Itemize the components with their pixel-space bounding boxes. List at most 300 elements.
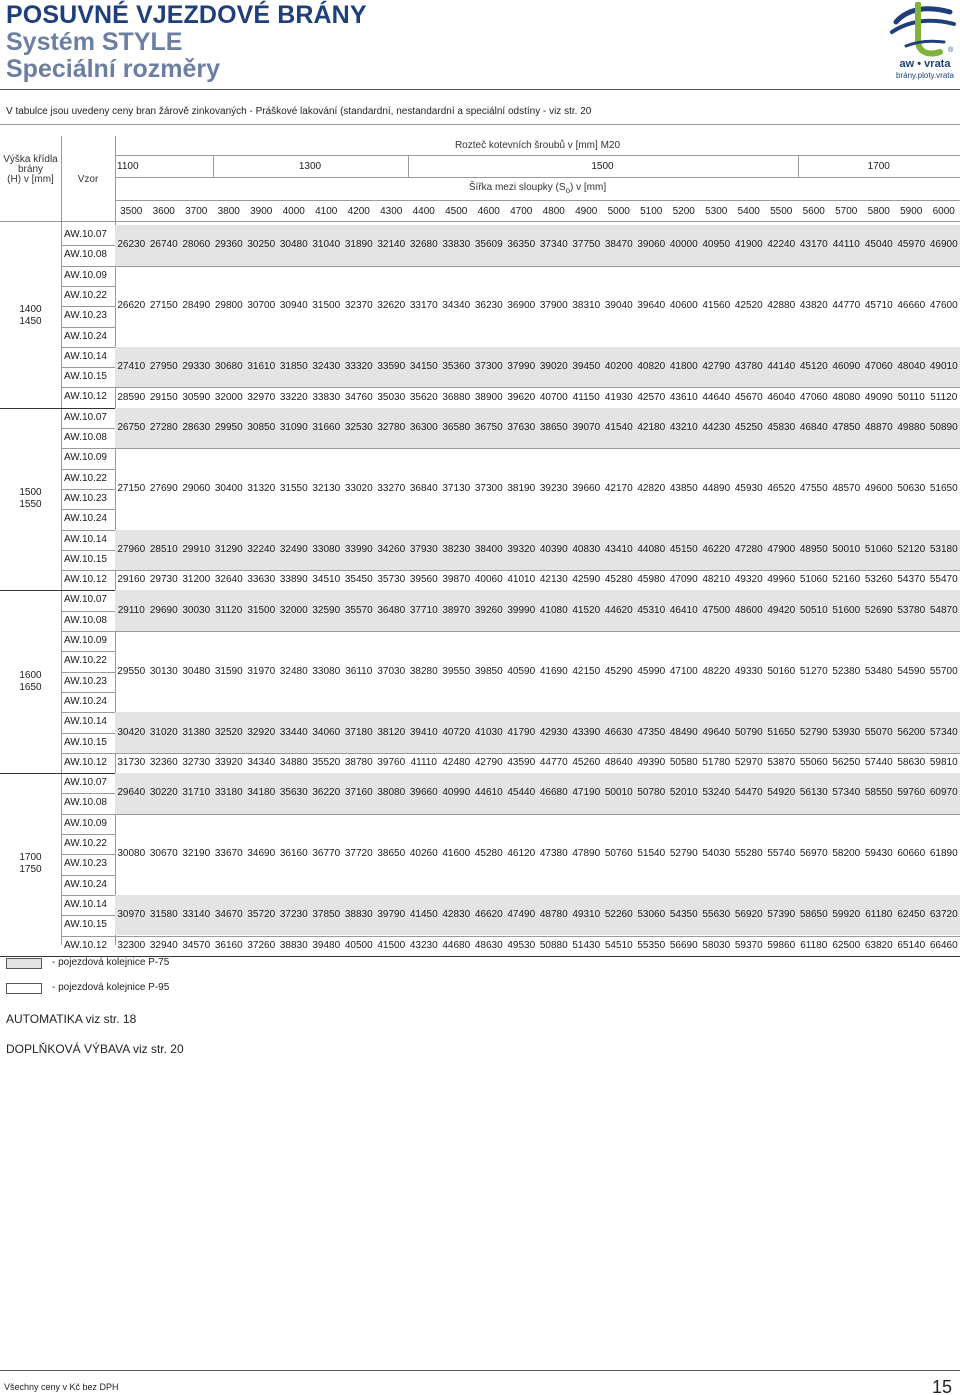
price-cell: 35630	[279, 787, 308, 799]
price-cell: 44890	[702, 482, 731, 494]
price-cell: 29910	[182, 543, 211, 555]
price-cell: 41500	[377, 939, 406, 951]
price-cell: 38310	[572, 300, 601, 312]
price-cell: 49320	[734, 574, 763, 586]
price-cell: 49420	[767, 604, 796, 616]
price-cell: 59920	[832, 909, 861, 921]
price-cell: 30030	[182, 604, 211, 616]
price-cell: 35620	[409, 391, 438, 403]
price-cell: 55070	[864, 726, 893, 738]
price-cell: 32300	[117, 939, 146, 951]
height-column-header-line: Výška křídla	[3, 154, 58, 165]
price-cell: 46090	[832, 361, 861, 373]
price-cell: 51650	[767, 726, 796, 738]
price-cell: 38830	[279, 939, 308, 951]
price-cell: 29360	[214, 239, 243, 251]
model-code: AW.10.07	[64, 229, 107, 240]
price-cell: 51270	[799, 665, 828, 677]
height-value-line: 1600	[19, 669, 42, 681]
price-cell: 37990	[507, 361, 536, 373]
price-cell: 51600	[832, 604, 861, 616]
price-cell: 37300	[474, 482, 503, 494]
price-cell: 30400	[214, 482, 243, 494]
price-cell: 29690	[149, 604, 178, 616]
price-cell: 46840	[799, 422, 828, 433]
legend-label: - pojezdová kolejnice P-95	[52, 982, 170, 993]
price-cell: 31040	[312, 239, 341, 251]
price-cell: 37850	[312, 909, 341, 921]
price-cell: 38080	[377, 787, 406, 799]
price-cell: 27690	[149, 482, 178, 494]
height-value-line: 1650	[19, 681, 42, 693]
price-cell: 54030	[702, 848, 731, 860]
price-cell: 51650	[929, 482, 958, 494]
width-value: 5300	[705, 206, 728, 217]
price-cell: 31200	[182, 574, 211, 586]
price-cell: 39660	[409, 787, 438, 799]
price-cell: 50160	[767, 665, 796, 677]
price-cell: 51060	[799, 574, 828, 586]
price-cell: 33170	[409, 300, 438, 312]
price-cell: 31320	[247, 482, 276, 494]
model-divider	[61, 469, 115, 470]
price-cell: 39990	[507, 604, 536, 616]
price-cell: 31610	[247, 361, 276, 373]
price-cell: 41790	[507, 726, 536, 738]
price-cell: 51060	[864, 543, 893, 555]
price-cell: 37930	[409, 543, 438, 555]
price-cell: 43590	[507, 756, 536, 768]
width-value: 4600	[477, 206, 500, 217]
price-cell: 41560	[702, 300, 731, 312]
price-cell: 42180	[637, 422, 666, 433]
width-value: 6000	[932, 206, 955, 217]
price-cell: 29730	[149, 574, 178, 586]
price-cell: 65140	[897, 939, 926, 951]
price-cell: 35450	[344, 574, 373, 586]
price-cell: 58030	[702, 939, 731, 951]
price-cell: 47190	[572, 787, 601, 799]
price-cell: 40950	[702, 239, 731, 251]
price-cell: 33320	[344, 361, 373, 373]
price-cell: 49600	[864, 482, 893, 494]
price-cell: 33180	[214, 787, 243, 799]
price-cell: 56690	[669, 939, 698, 951]
model-code: AW.10.09	[64, 269, 107, 281]
price-cell: 66460	[929, 939, 958, 951]
price-cell: 38650	[539, 422, 568, 433]
width-value: 5200	[672, 206, 695, 217]
price-cell: 34690	[247, 848, 276, 860]
price-cell: 48950	[799, 543, 828, 555]
price-cell: 30700	[247, 300, 276, 312]
price-cell: 55060	[799, 756, 828, 768]
price-cell: 45280	[474, 848, 503, 860]
intro-text: V tabulce jsou uvedeny ceny bran žárově zinkovaných - Práškové lakování (standardní, nestandardní a speciální odstíny - viz str. 20	[6, 106, 592, 117]
price-cell: 32530	[344, 422, 373, 433]
model-code: AW.10.22	[64, 289, 107, 301]
price-cell: 31120	[215, 604, 243, 616]
price-cell: 38120	[377, 726, 406, 738]
automatika-note: AUTOMATIKA viz str. 18	[6, 1012, 137, 1026]
price-cell: 30670	[149, 848, 178, 860]
price-cell: 57390	[767, 909, 796, 921]
footer-divider	[0, 1370, 960, 1371]
price-cell: 31660	[312, 422, 341, 433]
price-cell: 41110	[410, 756, 437, 768]
model-divider	[61, 854, 115, 855]
price-cell: 33270	[377, 482, 406, 494]
price-cell: 33630	[247, 574, 276, 586]
model-code: AW.10.23	[64, 675, 107, 687]
model-code: AW.10.14	[64, 350, 107, 362]
price-cell: 45280	[604, 574, 633, 586]
price-cell: 32370	[344, 300, 373, 312]
price-cell: 40000	[669, 239, 698, 251]
height-value-line: 1500	[19, 487, 42, 499]
header-rule	[0, 221, 960, 222]
price-cell: 31500	[247, 604, 276, 616]
price-cell: 50790	[734, 726, 763, 738]
model-code: AW.10.14	[64, 533, 107, 545]
price-cell: 58550	[864, 787, 893, 799]
price-cell: 57440	[864, 756, 893, 768]
group-divider	[61, 448, 960, 449]
price-cell: 46680	[539, 787, 568, 799]
price-cell: 31020	[149, 726, 178, 738]
price-cell: 31290	[214, 543, 243, 555]
price-cell: 57340	[832, 787, 861, 799]
price-cell: 55470	[929, 574, 958, 586]
model-code: AW.10.07	[64, 594, 107, 606]
model-code: AW.10.08	[64, 432, 107, 443]
group-divider	[61, 936, 960, 937]
height-value-line: 1550	[19, 499, 42, 511]
width-value: 4500	[445, 206, 468, 217]
price-cell: 51430	[572, 939, 601, 951]
model-divider	[61, 550, 115, 551]
price-cell: 50630	[897, 482, 926, 494]
price-cell: 36160	[214, 939, 243, 951]
width-value: 3600	[152, 206, 175, 217]
price-cell: 43850	[669, 482, 698, 494]
price-cell: 49330	[734, 665, 763, 677]
price-cell: 44770	[539, 756, 568, 768]
price-cell: 37180	[344, 726, 373, 738]
price-cell: 45970	[897, 239, 926, 251]
price-cell: 31580	[149, 909, 178, 921]
price-cell: 61180	[800, 939, 828, 951]
price-cell: 40990	[442, 787, 471, 799]
price-cell: 36840	[409, 482, 438, 494]
price-cell: 43170	[799, 239, 828, 251]
model-divider	[61, 428, 115, 429]
price-cell: 26750	[117, 422, 146, 433]
price-cell: 43780	[734, 361, 763, 373]
price-cell: 54870	[929, 604, 958, 616]
price-cell: 38780	[344, 756, 373, 768]
price-cell: 32680	[409, 239, 438, 251]
price-cell: 37340	[539, 239, 568, 251]
header-rule	[115, 200, 960, 201]
price-cell: 36580	[442, 422, 471, 433]
price-cell: 32190	[182, 848, 211, 860]
price-cell: 48210	[702, 574, 731, 586]
model-code: AW.10.22	[64, 838, 107, 849]
price-cell: 33890	[279, 574, 308, 586]
model-divider	[61, 509, 115, 510]
price-cell: 33830	[312, 391, 341, 403]
price-cell: 55280	[734, 848, 763, 860]
width-header-text: Šířka mezi sloupky (S	[468, 182, 566, 193]
price-cell: 44140	[767, 361, 796, 373]
logo-tagline: brány.ploty.vrata	[896, 71, 954, 80]
height-column-header	[0, 155, 61, 185]
bolt-spacing-value: 1500	[591, 161, 614, 172]
price-cell: 30940	[279, 300, 308, 312]
price-cell: 39850	[474, 665, 503, 677]
width-header-unit: ) v [mm]	[570, 182, 607, 193]
price-cell: 44110	[832, 239, 860, 251]
price-cell: 31550	[279, 482, 308, 494]
price-cell: 47380	[539, 848, 568, 860]
price-cell: 39620	[507, 391, 536, 403]
price-cell: 32920	[247, 726, 276, 738]
price-cell: 48640	[604, 756, 633, 768]
price-cell: 36880	[442, 391, 471, 403]
price-cell: 53480	[864, 665, 893, 677]
price-cell: 30970	[117, 909, 146, 921]
width-value: 4000	[282, 206, 305, 217]
price-cell: 45310	[637, 604, 666, 616]
model-code: AW.10.08	[64, 614, 107, 626]
price-cell: 54470	[734, 787, 763, 799]
price-cell: 35730	[377, 574, 406, 586]
price-cell: 60970	[929, 787, 958, 799]
price-cell: 39790	[377, 909, 406, 921]
price-cell: 35570	[344, 604, 373, 616]
price-cell: 46220	[702, 543, 731, 555]
price-cell: 29160	[117, 574, 146, 586]
model-code: AW.10.08	[64, 797, 107, 809]
model-divider	[61, 793, 115, 794]
price-cell: 38970	[442, 604, 471, 616]
price-cell: 39070	[572, 422, 601, 433]
price-cell: 36110	[345, 665, 373, 677]
price-cell: 42570	[637, 391, 666, 403]
price-cell: 32590	[312, 604, 341, 616]
price-cell: 50580	[669, 756, 698, 768]
price-cell: 39060	[637, 239, 666, 251]
price-cell: 42480	[442, 756, 471, 768]
model-code: AW.10.24	[64, 695, 107, 707]
price-cell: 26620	[117, 300, 146, 312]
price-cell: 41080	[539, 604, 568, 616]
price-cell: 56970	[799, 848, 828, 860]
price-cell: 34180	[247, 787, 276, 799]
price-cell: 45710	[864, 300, 893, 312]
model-divider	[61, 327, 115, 328]
price-cell: 59370	[734, 939, 763, 951]
price-cell: 47550	[799, 482, 828, 494]
price-cell: 39410	[409, 726, 438, 738]
price-cell: 39550	[442, 665, 471, 677]
price-cell: 63720	[929, 909, 958, 921]
price-cell: 31500	[312, 300, 341, 312]
price-cell: 48780	[539, 909, 568, 921]
model-code: AW.10.12	[64, 574, 107, 586]
price-cell: 49880	[897, 422, 926, 433]
price-cell: 27150	[149, 300, 178, 312]
model-code: AW.10.14	[64, 898, 107, 910]
price-cell: 33020	[344, 482, 373, 494]
price-cell: 40720	[442, 726, 471, 738]
price-cell: 55740	[767, 848, 796, 860]
price-cell: 39450	[572, 361, 601, 373]
model-code: AW.10.12	[64, 939, 107, 951]
height-value-line: 1400	[19, 304, 42, 316]
page-subtitle-2: Speciální rozměry	[6, 55, 220, 83]
price-cell: 26230	[117, 239, 146, 251]
price-cell: 27150	[117, 482, 146, 494]
price-cell: 45440	[507, 787, 536, 799]
price-cell: 52790	[669, 848, 698, 860]
price-cell: 61890	[929, 848, 958, 860]
price-cell: 48870	[864, 422, 893, 433]
bolt-spacing-value: 1100	[117, 161, 139, 172]
price-cell: 33080	[312, 665, 341, 677]
price-cell: 49390	[637, 756, 666, 768]
price-cell: 45120	[799, 361, 828, 373]
price-cell: 48080	[832, 391, 861, 403]
height-value-line: 1750	[19, 864, 42, 876]
price-cell: 29640	[117, 787, 146, 799]
price-cell: 52790	[799, 726, 828, 738]
model-code: AW.10.15	[64, 736, 107, 748]
price-cell: 53060	[637, 909, 666, 921]
group-divider	[61, 387, 960, 388]
column-divider	[61, 136, 62, 945]
accessories-note: DOPLŇKOVÁ VÝBAVA viz str. 20	[6, 1042, 184, 1056]
width-value: 3500	[120, 206, 143, 217]
price-cell: 45670	[734, 391, 763, 403]
price-cell: 53870	[767, 756, 796, 768]
model-divider	[61, 286, 115, 287]
price-cell: 33830	[442, 239, 471, 251]
price-cell: 34880	[279, 756, 308, 768]
model-divider	[61, 672, 115, 673]
height-value-line: 1700	[19, 852, 42, 864]
price-cell: 38900	[474, 391, 503, 403]
price-cell: 32780	[377, 422, 406, 433]
price-cell: 47090	[669, 574, 698, 586]
height-value	[0, 670, 61, 694]
price-cell: 37720	[344, 848, 373, 860]
price-cell: 32640	[214, 574, 243, 586]
model-code: AW.10.23	[64, 858, 107, 870]
price-cell: 40200	[604, 361, 633, 373]
price-cell: 52380	[832, 665, 861, 677]
legend-swatch	[6, 958, 42, 969]
model-code: AW.10.12	[64, 756, 107, 768]
price-cell: 45250	[734, 422, 763, 433]
price-cell: 35360	[442, 361, 471, 373]
price-cell: 32000	[279, 604, 308, 616]
price-cell: 29330	[182, 361, 211, 373]
price-cell: 54920	[767, 787, 796, 799]
price-cell: 32000	[214, 391, 243, 403]
price-cell: 29800	[214, 300, 243, 312]
price-cell: 33220	[279, 391, 308, 403]
price-cell: 30080	[117, 848, 146, 860]
price-cell: 55630	[702, 909, 731, 921]
price-cell: 49310	[572, 909, 601, 921]
price-cell: 37130	[442, 482, 471, 494]
price-cell: 45150	[669, 543, 698, 555]
legend-swatch	[6, 983, 42, 994]
price-cell: 59810	[929, 756, 958, 768]
price-cell: 37750	[572, 239, 601, 251]
price-cell: 57340	[929, 726, 958, 738]
price-cell: 29110	[117, 604, 145, 616]
page-subtitle: Systém STYLE	[6, 28, 183, 56]
price-cell: 36300	[409, 422, 438, 433]
width-value: 3700	[185, 206, 208, 217]
model-code: AW.10.15	[64, 919, 107, 931]
price-cell: 42830	[442, 909, 471, 921]
price-cell: 32620	[377, 300, 406, 312]
price-cell: 29060	[182, 482, 211, 494]
price-cell: 47280	[734, 543, 763, 555]
price-cell: 40390	[539, 543, 568, 555]
bolt-spacing-header: Rozteč kotevních šroubů v [mm] M20	[454, 140, 621, 151]
height-value	[0, 487, 61, 511]
price-cell: 33670	[214, 848, 243, 860]
footer-note: Všechny ceny v Kč bez DPH	[4, 1382, 119, 1392]
price-cell: 36230	[474, 300, 503, 312]
price-cell: 41030	[474, 726, 503, 738]
price-cell: 39020	[539, 361, 568, 373]
model-code: AW.10.23	[64, 310, 107, 322]
price-cell: 60660	[897, 848, 926, 860]
group-divider	[61, 266, 960, 267]
price-cell: 46660	[897, 300, 926, 312]
width-value: 4400	[412, 206, 435, 217]
price-cell: 46410	[669, 604, 698, 616]
price-cell: 30480	[182, 665, 211, 677]
price-cell: 34670	[214, 909, 243, 921]
price-cell: 29550	[117, 665, 146, 677]
model-code: AW.10.07	[64, 411, 107, 423]
model-code: AW.10.22	[64, 472, 107, 484]
model-code: AW.10.07	[64, 777, 107, 789]
price-cell: 44770	[832, 300, 861, 312]
price-cell: 62500	[832, 939, 861, 951]
price-cell: 47890	[572, 848, 601, 860]
height-value	[0, 304, 61, 328]
price-cell: 50010	[604, 787, 633, 799]
price-cell: 30680	[214, 361, 243, 373]
height-column-header-line: brány	[17, 164, 43, 175]
price-cell: 38400	[474, 543, 503, 555]
price-cell: 31380	[182, 726, 211, 738]
model-divider	[61, 834, 115, 835]
price-cell: 37630	[507, 422, 536, 433]
price-cell: 41540	[604, 422, 633, 433]
price-cell: 52970	[734, 756, 763, 768]
price-cell: 41520	[572, 604, 601, 616]
price-cell: 40590	[507, 665, 536, 677]
